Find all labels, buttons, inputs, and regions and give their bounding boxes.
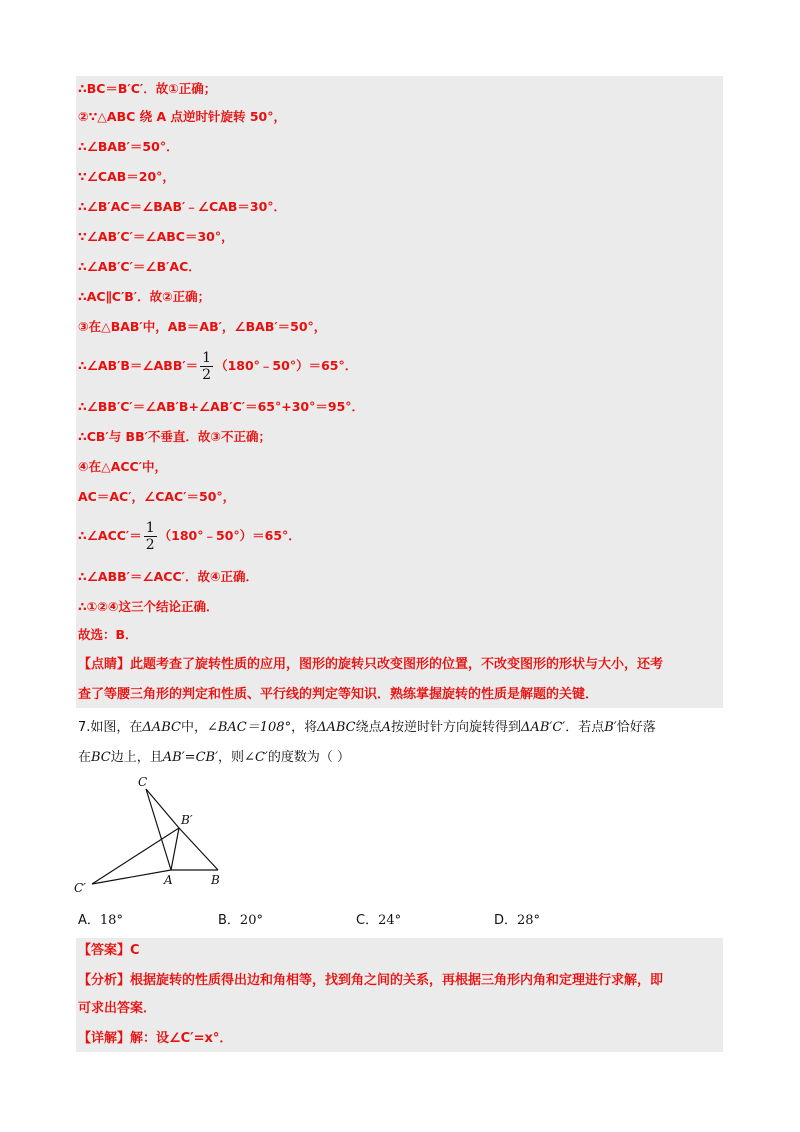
question-text: 在 xyxy=(78,750,92,765)
fraction-numerator: 1 xyxy=(145,520,155,536)
segment-c-a xyxy=(146,789,171,870)
segment-symbol: BC xyxy=(91,750,111,765)
fraction-prefix: ∴∠ACC′＝ xyxy=(78,528,142,543)
analysis-line xyxy=(78,972,663,990)
option-a[interactable] xyxy=(78,909,123,928)
solution-line: ∴∠B′AC＝∠BAB′﹣∠CAB＝30°． xyxy=(78,199,287,214)
option-c[interactable] xyxy=(356,909,401,928)
triangle-symbol: ΔABC xyxy=(142,720,181,735)
triangle-symbol: ΔABC xyxy=(317,720,356,735)
fraction-suffix: （180°﹣50°）＝65°． xyxy=(158,528,301,543)
question-number: 7. xyxy=(78,720,91,735)
analysis-label: 【分析】 xyxy=(78,973,131,988)
comment-line: 查了等腰三角形的判定和性质、平行线的判定等知识．熟练掌握旋转的性质是解题的关键． xyxy=(78,687,599,702)
fraction xyxy=(200,350,213,383)
point-symbol: B′ xyxy=(604,720,617,735)
label-b: B xyxy=(211,873,220,887)
equation: AB′=CB′ xyxy=(162,750,219,765)
solution-line: ∵∠CAB＝20°， xyxy=(78,169,175,184)
option-letter: B． xyxy=(218,913,240,928)
option-letter: A． xyxy=(78,913,100,928)
solution-line: AC＝AC′，∠CAC′＝50°， xyxy=(78,489,236,504)
question-text: ．若点 xyxy=(565,720,605,735)
figure-lines xyxy=(92,789,218,884)
angle-expression: ∠C′ xyxy=(244,750,268,765)
question-text: 的度数为（ ） xyxy=(267,750,350,765)
solution-line: ∵∠AB′C′＝∠ABC＝30°， xyxy=(78,229,234,244)
fraction-denominator: 2 xyxy=(202,367,212,383)
question-text: 如图，在 xyxy=(90,720,143,735)
option-b[interactable] xyxy=(218,909,263,928)
detail-text: 解：设∠C′=x°． xyxy=(130,1031,233,1046)
analysis-text: 根据旋转的性质得出边和角相等，找到角之间的关系，再根据三角形内角和定理进行求解，即 xyxy=(130,973,664,988)
solution-line: ∴∠AB′C′＝∠B′AC． xyxy=(78,259,201,274)
triangle-symbol: ΔAB′C′ xyxy=(521,720,566,735)
solution-line-fraction xyxy=(78,346,357,386)
solution-line: ∴AC∥C′B′．故②正确； xyxy=(78,289,211,304)
detail-line xyxy=(78,1030,232,1048)
analysis-line: 可求出答案． xyxy=(78,1001,157,1016)
question-line-1 xyxy=(78,718,656,738)
answer-label: 【答案】 xyxy=(78,943,131,958)
option-value: 18° xyxy=(99,913,123,928)
solution-line: ∴∠ABB′＝∠ACC′．故④正确． xyxy=(78,569,259,584)
question-text: ，则 xyxy=(218,750,245,765)
solution-line: 故选：B． xyxy=(78,627,138,642)
solution-line: ④在△ACC′中， xyxy=(78,459,168,474)
solution-line: ∴CB′与 BB′不垂直．故③不正确； xyxy=(78,429,271,444)
point-symbol: A xyxy=(381,720,392,735)
solution-line: ∴BC＝B′C′．故①正确； xyxy=(78,81,217,96)
label-c-prime: C′ xyxy=(74,881,86,895)
question-line-2 xyxy=(78,748,350,768)
comment-text: 此题考查了旋转性质的应用，图形的旋转只改变图形的位置，不改变图形的形状与大小，还考 xyxy=(130,657,664,672)
segment-c-bp xyxy=(146,789,179,828)
solution-line: ∴∠BAB′＝50°． xyxy=(78,139,179,154)
option-letter: D． xyxy=(494,913,518,928)
fraction-numerator: 1 xyxy=(202,350,212,366)
solution-line: ③在△BAB′中，AB＝AB′，∠BAB′＝50°， xyxy=(78,319,327,334)
question-text: 恰好落 xyxy=(616,720,656,735)
segment-bp-b xyxy=(179,828,218,870)
detail-label: 【详解】 xyxy=(78,1031,131,1046)
question-text: 边上，且 xyxy=(110,750,163,765)
solution-line: ∴①②④这三个结论正确． xyxy=(78,599,219,614)
option-value: 28° xyxy=(517,913,541,928)
question-text: 按逆时针方向旋转得到 xyxy=(391,720,522,735)
question-text: 绕点 xyxy=(355,720,382,735)
question-text: 中， xyxy=(180,720,207,735)
solution-line-fraction xyxy=(78,516,301,556)
answer-value: C xyxy=(130,943,140,958)
label-a: A xyxy=(164,873,173,887)
fraction-prefix: ∴∠AB′B＝∠ABB′＝ xyxy=(78,358,199,373)
angle-expression: ∠BAC＝108° xyxy=(206,720,292,735)
comment-label: 【点睛】 xyxy=(78,657,131,672)
geometry-figure xyxy=(70,772,240,902)
option-letter: C． xyxy=(356,913,379,928)
option-value: 24° xyxy=(378,913,402,928)
solution-line: ②∵△ABC 绕 A 点逆时针旋转 50°， xyxy=(78,109,286,124)
option-value: 20° xyxy=(239,913,263,928)
fraction-suffix: （180°﹣50°）＝65°． xyxy=(215,358,358,373)
label-c: C xyxy=(138,775,148,789)
question-text: ，将 xyxy=(291,720,318,735)
segment-a-bp xyxy=(171,828,179,870)
fraction-denominator: 2 xyxy=(145,537,155,553)
answer-line xyxy=(78,942,140,960)
option-d[interactable] xyxy=(494,909,540,928)
label-b-prime: B′ xyxy=(181,813,193,827)
comment-line xyxy=(78,656,663,674)
fraction xyxy=(144,520,157,553)
solution-line: ∴∠BB′C′＝∠AB′B+∠AB′C′＝65°+30°＝95°． xyxy=(78,399,365,414)
